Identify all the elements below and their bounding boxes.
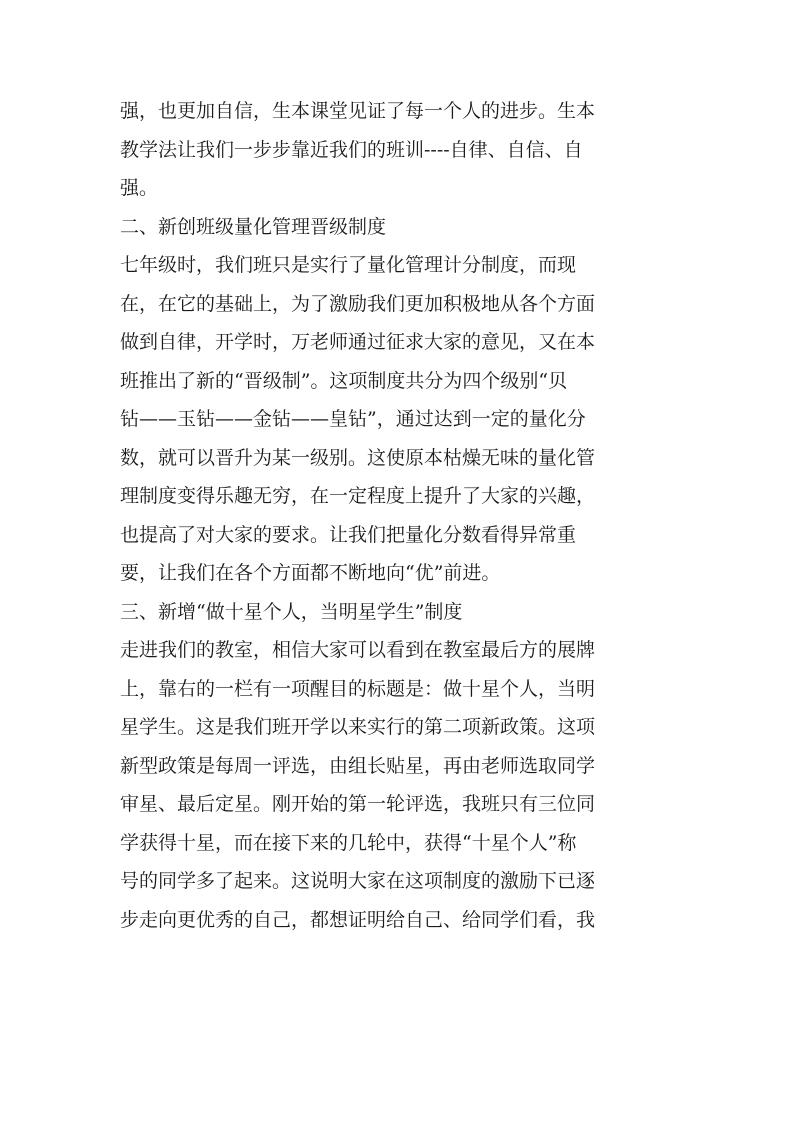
text-line: 星学生。这是我们班开学以来实行的第二项新政策。这项 <box>120 716 596 738</box>
text-line: 也提高了对大家的要求。让我们把量化分数看得异常重 <box>120 523 577 546</box>
text-line: 班推出了新的“晋级制”。这项制度共分为四个级别“贝 <box>120 369 568 392</box>
text-line: 在，在它的基础上，为了激励我们更加积极地从各个方面 <box>120 292 596 315</box>
section-heading: 二、新创班级量化管理晋级制度 <box>120 215 387 238</box>
text-line: 七年级时，我们班只是实行了量化管理计分制度，而现 <box>120 254 577 276</box>
text-line: 号的同学多了起来。这说明大家在这项制度的激励下已逐 <box>120 870 596 892</box>
text-line: 钻——玉钻——金钻——皇钻”，通过达到一定的量化分 <box>120 408 586 430</box>
text-line: 理制度变得乐趣无穷，在一定程度上提升了大家的兴趣， <box>120 485 596 507</box>
text-line: 强，也更加自信，生本课堂见证了每一个人的进步。生本 <box>120 100 596 122</box>
text-line: 要，让我们在各个方面都不断地向“优”前进。 <box>120 562 501 584</box>
text-line: 数，就可以晋升为某一级别。这使原本枯燥无味的量化管 <box>120 446 596 469</box>
body-text <box>120 92 680 939</box>
text-line: 上，靠右的一栏有一项醒目的标题是：做十星个人，当明 <box>120 677 596 700</box>
text-line: 教学法让我们一步步靠近我们的班训----自律、自信、自 <box>120 138 583 161</box>
text-line: 做到自律，开学时，万老师通过征求大家的意见，又在本 <box>120 331 596 353</box>
text-line: 步走向更优秀的自己，都想证明给自己、给同学们看，我 <box>120 908 596 931</box>
text-line: 走进我们的教室，相信大家可以看到在教室最后方的展牌 <box>120 639 596 661</box>
text-line: 新型政策是每周一评选，由组长贴星，再由老师选取同学 <box>120 754 596 777</box>
section-heading: 三、新增“做十星个人，当明星学生”制度 <box>120 600 463 623</box>
text-line: 审星、最后定星。刚开始的第一轮评选，我班只有三位同 <box>120 793 596 815</box>
text-line: 强。 <box>120 177 159 199</box>
text-line: 学获得十星，而在接下来的几轮中，获得“十星个人”称 <box>120 831 577 854</box>
